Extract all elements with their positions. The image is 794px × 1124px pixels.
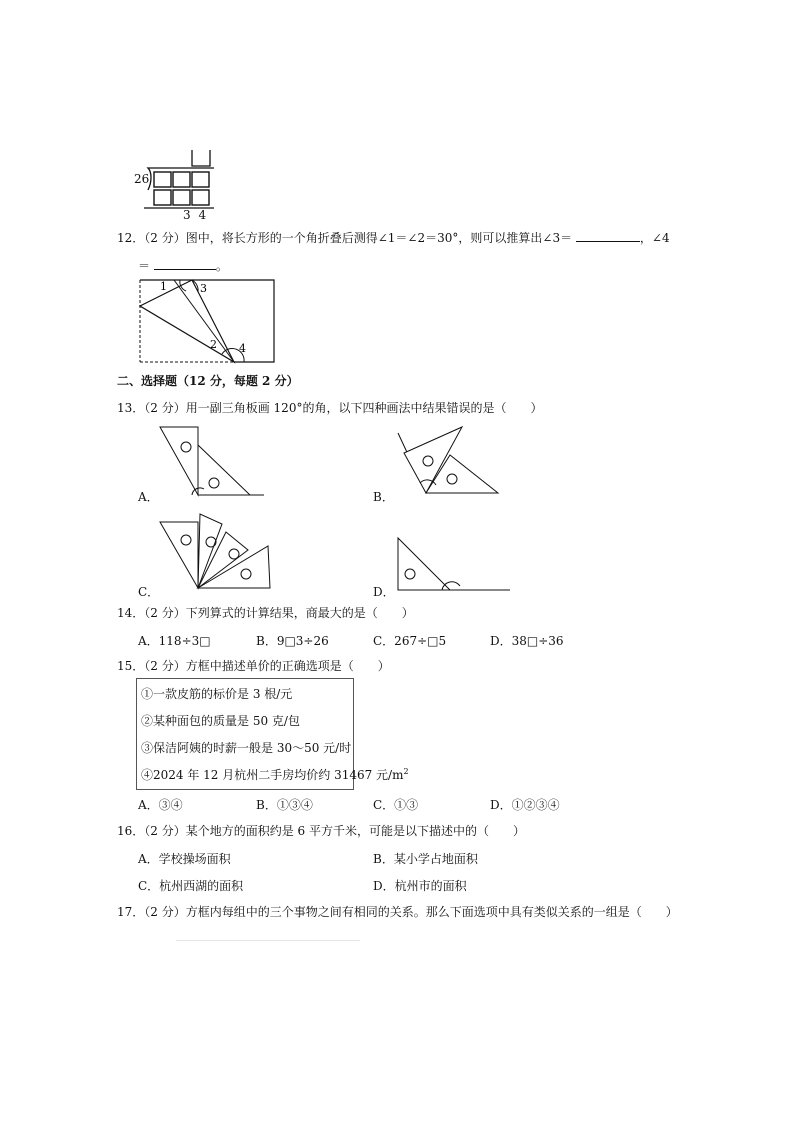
q13-text: 用一副三角板画 120°的角，以下四种画法中结果错误的是（ ） — [185, 401, 543, 415]
q15-option-d[interactable]: D．①②③④ — [490, 798, 560, 812]
q13-option-d-label[interactable]: D． — [373, 585, 395, 599]
q12-line2 — [138, 257, 228, 274]
q16-option-c[interactable]: C．杭州西湖的面积 — [138, 879, 244, 893]
q17-score: （2 分） — [144, 905, 186, 919]
q12-label-1: 1 — [160, 280, 167, 293]
q17-text: 方框内每组中的三个事物之间有相同的关系。那么下面选项中具有类似关系的一组是（ ） — [185, 905, 678, 919]
q16-option-d[interactable]: D．杭州市的面积 — [373, 879, 467, 893]
q15-stem — [117, 657, 390, 674]
q16-stem — [117, 822, 525, 839]
q12-label-4: 4 — [239, 342, 246, 355]
q17-number: 17． — [117, 905, 145, 919]
division-quotient: 3 4 — [183, 208, 209, 222]
q15-option-b[interactable]: B．①③④ — [256, 798, 313, 812]
q15-box-item-1: ①一款皮筋的标价是 3 根/元 — [141, 687, 293, 701]
q16-option-a[interactable]: A．学校操场面积 — [138, 852, 231, 866]
q14-option-a[interactable]: A．118÷3□ — [138, 634, 211, 648]
q13-option-a-label[interactable]: A． — [138, 490, 159, 504]
q12-end: 。 — [215, 259, 228, 273]
q13-stem — [117, 399, 542, 416]
q12-equals: ＝ — [138, 259, 151, 273]
q12-answer-blank-angle3[interactable] — [576, 229, 640, 242]
q16-option-b[interactable]: B．某小学占地面积 — [373, 852, 478, 866]
q16-number: 16． — [117, 824, 145, 838]
q14-stem — [117, 604, 414, 621]
q15-number: 15． — [117, 659, 145, 673]
q16-text: 某个地方的面积约是 6 平方千米，可能是以下描述中的（ ） — [185, 824, 526, 838]
q12-label-2: 2 — [210, 338, 217, 351]
q12-score: （2 分） — [144, 231, 186, 245]
q13-option-b-label[interactable]: B． — [373, 490, 394, 504]
q15-option-a[interactable]: A．③④ — [138, 798, 183, 812]
q16-score: （2 分） — [144, 824, 186, 838]
q14-number: 14． — [117, 606, 145, 620]
q13-option-b-figure[interactable] — [396, 425, 508, 497]
q17-stem — [117, 903, 678, 920]
q12-answer-blank-angle4[interactable] — [154, 257, 216, 270]
q13-score: （2 分） — [144, 401, 186, 415]
q15-box-item-2: ②某种面包的质量是 50 克/包 — [141, 714, 300, 728]
q13-option-a-figure[interactable] — [158, 425, 268, 497]
q13-option-d-figure[interactable] — [394, 536, 514, 592]
q15-box-item-3: ③保洁阿姨的时薪一般是 30～50 元/时 — [141, 741, 352, 755]
section2-title: 二、选择题（12 分，每题 2 分） — [117, 374, 299, 388]
q15-score: （2 分） — [144, 659, 186, 673]
q15-box-item-4-sup: 2 — [403, 767, 409, 776]
q12-text: 图中，将长方形的一个角折叠后测得∠1＝∠2＝30°，则可以推算出∠3＝ — [185, 231, 573, 245]
q12-label-3: 3 — [200, 282, 207, 295]
q15-text: 方框中描述单价的正确选项是（ ） — [185, 659, 390, 673]
q15-box-item-4-text: ④2024 年 12 月杭州二手房均价约 31467 元/m — [141, 768, 404, 782]
q13-option-c-label[interactable]: C． — [138, 585, 160, 599]
q13-number: 13． — [117, 401, 145, 415]
q14-option-d[interactable]: D．38□÷36 — [490, 634, 564, 648]
q15-statement-box — [136, 678, 409, 790]
q13-option-c-figure[interactable] — [158, 512, 278, 592]
q14-option-c[interactable]: C．267÷□5 — [373, 634, 447, 648]
q12-number: 12． — [117, 231, 145, 245]
q14-score: （2 分） — [144, 606, 186, 620]
q12-line1 — [117, 229, 670, 246]
q14-option-b[interactable]: B．9□3÷26 — [256, 634, 329, 648]
q15-option-c[interactable]: C．①③ — [373, 798, 419, 812]
q17-figure-edge — [176, 940, 360, 941]
q14-text: 下列算式的计算结果，商最大的是（ ） — [185, 606, 414, 620]
q15-box-item-4 — [141, 766, 409, 783]
q12-angle4-prefix: ，∠4 — [639, 231, 670, 245]
q12-fold-diagram — [136, 278, 276, 364]
division-divisor: 26 — [134, 172, 150, 186]
